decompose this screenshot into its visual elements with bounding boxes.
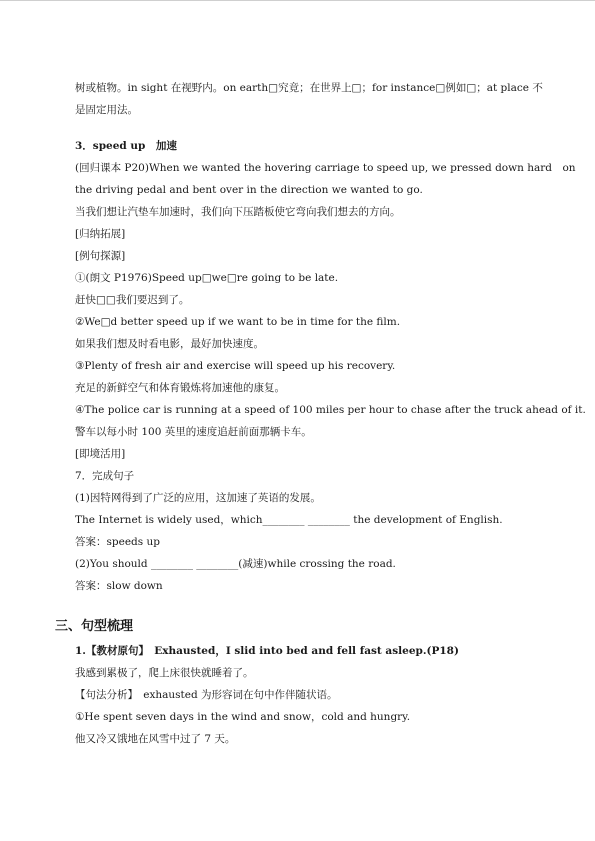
example-sentence: ③Plenty of fresh air and exercise will speed up his recovery. <box>75 360 396 372</box>
example-sentence: ①He spent seven days in the wind and snow，cold and hungry. <box>75 711 411 723</box>
example-translation: 警车以每小时 100 英里的速度追赶前面那辆卡车。 <box>75 426 312 438</box>
example-sentence: ④The police car is running at a speed of 100 miles per hour to chase after the truck ahead of it. <box>75 404 586 416</box>
example-translation: 他又冷又饿地在风雪中过了 7 天。 <box>75 733 236 745</box>
item-heading-speed-up: 3．speed up 加速 <box>75 140 177 152</box>
text-line: 是固定用法。 <box>75 104 138 116</box>
textbook-sentence: 1.【教材原句】 Exhausted，I slid into bed and fell fast asleep.(P18) <box>75 645 459 657</box>
label-induction: [归纳拓展] <box>75 228 126 240</box>
text-line: the driving pedal and bent over in the direction we wanted to go. <box>75 184 423 196</box>
exercise-prompt: (1)因特网得到了广泛的应用，这加速了英语的发展。 <box>75 492 321 504</box>
exercise-answer: 答案：speeds up <box>75 536 160 548</box>
exercise-heading: 7．完成句子 <box>75 470 135 482</box>
text-line: (回归课本 P20)When we wanted the hovering carriage to speed up, we pressed down hard on <box>75 162 576 174</box>
section-title: 三、句型梳理 <box>55 619 134 634</box>
syntax-analysis: 【句法分析】 exhausted 为形容词在句中作伴随状语。 <box>75 689 338 701</box>
example-translation: 赶快□□我们要迟到了。 <box>75 294 190 306</box>
exercise-sentence: (2)You should ________ ________(减速)while crossing the road. <box>75 558 396 570</box>
example-translation: 如果我们想及时看电影，最好加快速度。 <box>75 338 264 350</box>
exercise-sentence: The Internet is widely used，which________ ________ the development of English. <box>75 514 503 526</box>
text-line: 树或植物。in sight 在视野内。on earth□究竟；在世界上□；for instance□例如□；at place 不 <box>75 82 543 94</box>
exercise-answer: 答案：slow down <box>75 580 163 592</box>
textbook-translation: 我感到累极了，爬上床很快就睡着了。 <box>75 667 254 679</box>
example-sentence: ②We□d better speed up if we want to be in time for the film. <box>75 316 401 328</box>
example-translation: 充足的新鲜空气和体育锻炼将加速他的康复。 <box>75 382 285 394</box>
label-practice: [即境活用] <box>75 448 126 460</box>
document-body <box>55 77 586 750</box>
text-line: 当我们想让汽垫车加速时，我们向下压踏板使它弯向我们想去的方向。 <box>75 206 401 218</box>
spacer <box>75 597 545 606</box>
spacer <box>75 121 545 135</box>
page-top-rule <box>0 0 595 1</box>
label-examples: [例句探源] <box>75 250 126 262</box>
example-sentence: ①(朗文 P1976)Speed up□we□re going to be late. <box>75 272 339 284</box>
